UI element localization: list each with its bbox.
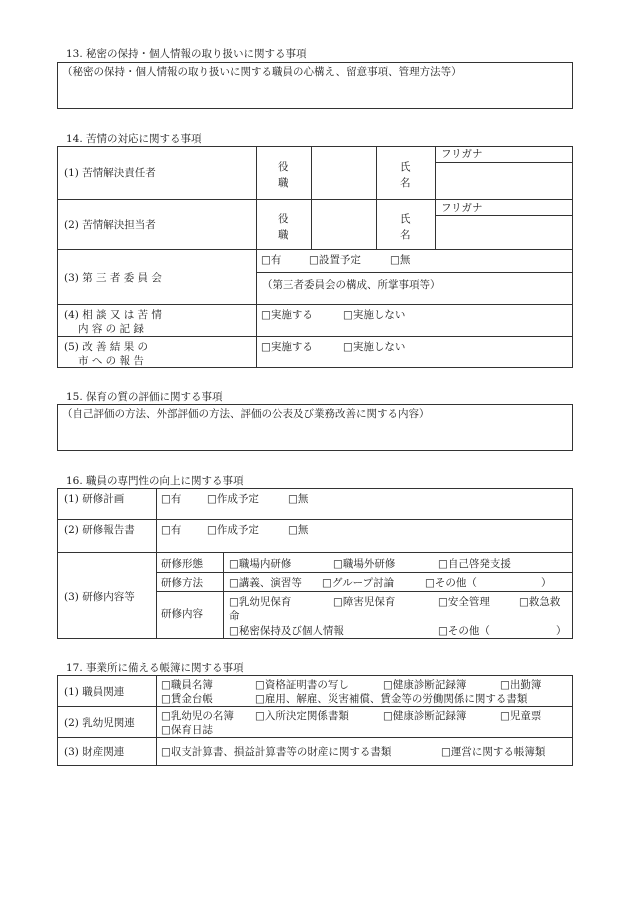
col-divider <box>156 488 157 639</box>
qualification-copy-checkbox[interactable]: □資格証明書の写し <box>255 679 349 691</box>
mei-label: 名 <box>400 229 411 241</box>
yaku-label: 役 <box>278 161 289 173</box>
report-label-line1: (5) 改 善 結 果 の <box>64 341 149 353</box>
col-divider <box>223 552 224 639</box>
wage-ledger-checkbox[interactable]: □賃金台帳 <box>161 693 213 705</box>
infant-ledgers-label: (2) 乳幼児関連 <box>64 717 135 729</box>
operation-ledgers-checkbox[interactable]: □運営に関する帳簿類 <box>441 746 546 758</box>
row-divider <box>256 272 573 273</box>
row-divider <box>57 706 573 707</box>
child-record-checkbox[interactable]: □児童票 <box>500 710 542 722</box>
row-divider <box>57 336 573 337</box>
row-divider <box>57 519 573 520</box>
report-no-checkbox[interactable]: □無 <box>288 524 309 536</box>
committee-no-checkbox[interactable]: □無 <box>390 254 411 266</box>
section-13-note: （秘密の保持・個人情報の取り扱いに関する職員の心構え、留意事項、管理方法等） <box>62 66 462 78</box>
third-party-committee-label: (3) 第 三 者 委 員 会 <box>64 272 162 284</box>
committee-planned-checkbox[interactable]: □設置予定 <box>309 254 361 266</box>
plan-no-checkbox[interactable]: □無 <box>288 493 309 505</box>
admission-docs-checkbox[interactable]: □入所決定関係書類 <box>255 710 349 722</box>
committee-yes-checkbox[interactable]: □有 <box>261 254 282 266</box>
infant-list-checkbox[interactable]: □乳幼児の名簿 <box>161 710 234 722</box>
safety-checkbox[interactable]: □安全管理 <box>438 596 490 608</box>
row-divider <box>57 737 573 738</box>
training-content-label: (3) 研修内容等 <box>64 591 135 603</box>
record-label-line1: (4) 相 談 又 は 苦 情 <box>64 309 162 321</box>
training-plan-label: (1) 研修計画 <box>64 493 125 505</box>
manager-name-field[interactable] <box>436 163 572 198</box>
complaint-staff-label: (2) 苦情解決担当者 <box>64 219 156 231</box>
complaint-manager-label: (1) 苦情解決責任者 <box>64 167 156 179</box>
mei-label: 名 <box>400 177 411 189</box>
staff-list-checkbox[interactable]: □職員名簿 <box>161 679 213 691</box>
report-label-line2: 市 へ の 報 告 <box>78 355 144 367</box>
method-other-checkbox[interactable]: □その他（ <box>425 577 477 589</box>
first-aid-checkbox[interactable]: □救急救 <box>519 596 561 608</box>
plan-yes-checkbox[interactable]: □有 <box>161 493 182 505</box>
labor-documents-checkbox[interactable]: □雇用、解雇、災害補償、賃金等の労働関係に関する書類 <box>255 693 528 705</box>
record-do-checkbox[interactable]: □実施する <box>261 309 313 321</box>
shi-label: 氏 <box>400 161 411 173</box>
report-dont-checkbox[interactable]: □実施しない <box>343 341 406 353</box>
content-other-checkbox[interactable]: □その他（ <box>438 625 490 637</box>
infant-care-checkbox[interactable]: □乳幼児保育 <box>229 596 292 608</box>
report-yes-checkbox[interactable]: □有 <box>161 524 182 536</box>
furigana-label: フリガナ <box>441 202 483 214</box>
shoku-label: 職 <box>278 177 289 189</box>
row-divider <box>57 304 573 305</box>
furigana-label: フリガナ <box>441 148 483 160</box>
section-15-note: （自己評価の方法、外部評価の方法、評価の公表及び業務改善に関する内容） <box>62 408 430 420</box>
staff-name-field[interactable] <box>436 216 572 248</box>
staff-health-record-checkbox[interactable]: □健康診断記録簿 <box>383 679 467 691</box>
row-divider <box>156 591 573 592</box>
manager-position-field[interactable] <box>312 147 375 198</box>
external-training-checkbox[interactable]: □職場外研修 <box>333 558 396 570</box>
nursery-diary-checkbox[interactable]: □保育日誌 <box>161 724 213 736</box>
shoku-label: 職 <box>278 229 289 241</box>
committee-note: （第三者委員会の構成、所掌事項等） <box>262 279 441 291</box>
first-aid-wrap: 命 <box>229 610 240 622</box>
shi-label: 氏 <box>400 213 411 225</box>
yaku-label: 役 <box>278 213 289 225</box>
col-divider <box>256 146 257 368</box>
section-15-title: 15. 保育の質の評価に関する事項 <box>66 391 223 403</box>
training-form-label: 研修形態 <box>161 558 203 570</box>
in-house-training-checkbox[interactable]: □職場内研修 <box>229 558 292 570</box>
report-do-checkbox[interactable]: □実施する <box>261 341 313 353</box>
col-divider <box>156 675 157 766</box>
section-13-textarea[interactable] <box>57 62 573 109</box>
section-16-title: 16. 職員の専門性の向上に関する事項 <box>66 475 244 487</box>
staff-ledgers-label: (1) 職員関連 <box>64 686 125 698</box>
record-label-line2: 内 容 の 記 録 <box>78 323 144 335</box>
col-divider <box>376 146 377 249</box>
attendance-book-checkbox[interactable]: □出勤簿 <box>500 679 542 691</box>
section-17-title: 17. 事業所に備える帳簿に関する事項 <box>66 662 244 674</box>
self-development-checkbox[interactable]: □自己啓発支援 <box>438 558 511 570</box>
property-ledgers-label: (3) 財産関連 <box>64 746 125 758</box>
content-other-close: ） <box>556 625 567 637</box>
staff-position-field[interactable] <box>312 200 375 248</box>
record-dont-checkbox[interactable]: □実施しない <box>343 309 406 321</box>
disability-care-checkbox[interactable]: □障害児保育 <box>333 596 396 608</box>
plan-planned-checkbox[interactable]: □作成予定 <box>207 493 259 505</box>
report-planned-checkbox[interactable]: □作成予定 <box>207 524 259 536</box>
section-14-title: 14. 苦情の対応に関する事項 <box>66 133 202 145</box>
training-report-label: (2) 研修報告書 <box>64 524 135 536</box>
infant-health-record-checkbox[interactable]: □健康診断記録簿 <box>383 710 467 722</box>
training-method-label: 研修方法 <box>161 577 203 589</box>
section-15-textarea[interactable] <box>57 404 573 451</box>
method-other-close: ） <box>541 577 552 589</box>
training-topic-label: 研修内容 <box>161 608 203 620</box>
row-divider <box>57 249 573 250</box>
lecture-checkbox[interactable]: □講義、演習等 <box>229 577 302 589</box>
section-13-title: 13. 秘密の保持・個人情報の取り扱いに関する事項 <box>66 48 307 60</box>
group-discussion-checkbox[interactable]: □グループ討論 <box>322 577 395 589</box>
row-divider <box>57 552 573 553</box>
row-divider <box>156 572 573 573</box>
financial-statements-checkbox[interactable]: □収支計算書、損益計算書等の財産に関する書類 <box>161 746 392 758</box>
privacy-checkbox[interactable]: □秘密保持及び個人情報 <box>229 625 344 637</box>
